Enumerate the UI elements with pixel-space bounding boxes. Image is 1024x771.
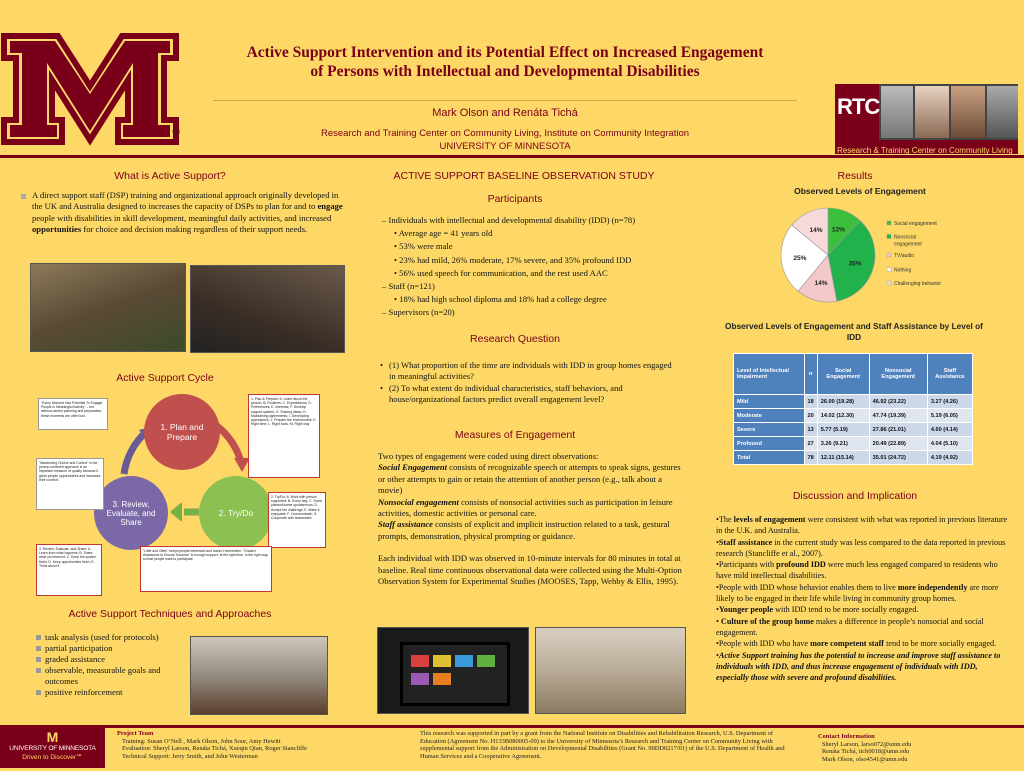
photo-vacuum: [190, 636, 328, 715]
discussion-item: [716, 582, 1012, 605]
technique-text: partial participation: [45, 643, 113, 653]
funding-note: This research was supported in part by a grant from the National Institute on Disabilities and Rehabilitation Research, U.S. Department of Education (Agreement No. H133B080005-09) to the University of Minnesota’s Research and Training Center on Community Living with supplemental support from the Administration on Developmental Disabilities (Grant No. 90DD0217/01) of the U.S. Department of Health and Human Services and a Cooperative Agreement.: [420, 730, 785, 760]
table-header-cell: Social Engagement: [817, 354, 869, 395]
rtc-face-photo-2: [915, 86, 949, 138]
discussion-text: are more likely to be engaged in their life while living in community group homes.: [716, 582, 999, 604]
participant-item: [382, 306, 682, 319]
team-line: Technical Support: Jerry Smith, and John Westerman: [122, 752, 258, 760]
square-bullet-icon: [36, 635, 41, 640]
project-team: [117, 730, 407, 760]
dot-bullet-icon: •: [380, 360, 384, 370]
discussion-item: [716, 559, 1012, 582]
table-cell: 5.19 (6.05): [927, 409, 972, 423]
measure-social: Social Engagement consists of recognizable speech or attempts to speak signs, gestures or other attempts to gain or retain the attention of another person (e.g., talk about a movie): [378, 462, 681, 496]
participant-item: [382, 214, 682, 227]
dot-bullet-icon: •: [394, 241, 400, 252]
dash-bullet-icon: –: [382, 281, 389, 292]
team-line: Evaluation: Sheryl Larson, Renáta Tichá, Xueqin Qian, Roger Stancliffe: [122, 745, 307, 753]
participants-title: Participants: [487, 193, 543, 205]
participant-text: Supervisors (n=20): [388, 307, 455, 318]
research-question-title: Research Question: [470, 333, 560, 345]
discussion-text: in the current study was less compared to the data reported in previous research (Stancliffe et al., 2007).: [716, 537, 1006, 558]
question-text: (1) What proportion of the time are individuals with IDD in group homes engaged in meaningful activities?: [389, 360, 672, 382]
legend-swatch: [887, 253, 891, 257]
legend-label: Social engagement: [894, 221, 937, 227]
discussion-item: [716, 604, 1012, 615]
gold-m-icon: [0, 28, 180, 148]
table-cell: 26.00 (19.28): [817, 395, 869, 409]
technique-item: [36, 643, 184, 654]
table-cell: 12.11 (15.14): [817, 451, 869, 465]
legend-swatch: [887, 281, 891, 285]
rtc-subtitle: Research & Training Center on Community Living: [837, 146, 1013, 154]
technique-text: positive reinforcement: [45, 687, 123, 697]
discussion-text: •: [716, 537, 719, 547]
legend-label: Nothing: [894, 267, 912, 274]
discussion-item: [716, 638, 1012, 649]
affiliation: Research and Training Center on Community Living, Institute on Community Integration: [320, 128, 690, 139]
title-divider: [213, 100, 797, 101]
table-cell: 27.86 (21.01): [869, 423, 927, 437]
umn-footer-logo: [0, 728, 105, 768]
table-row: [734, 437, 973, 451]
discussion-emphasis: levels of engagement: [733, 515, 806, 524]
pie-slice-label: 14%: [814, 279, 828, 287]
pie-title: Observed Levels of Engagement: [794, 186, 926, 196]
pie-slice-label: 35%: [848, 260, 862, 268]
authors: Mark Olson and Renáta Tichá: [432, 107, 578, 119]
table-cell: Severe: [734, 423, 805, 437]
table-row: [734, 395, 973, 409]
table-row: [734, 409, 973, 423]
pie-slice-label: 25%: [793, 255, 807, 263]
legend-label: Nonsocial: [894, 234, 916, 241]
table-cell: Moderate: [734, 409, 805, 423]
discussion-emphasis: profound IDD: [776, 560, 826, 570]
table-header-cell: Level of Intellectual Impairment: [734, 354, 805, 395]
table-header-row: [734, 354, 973, 395]
research-question: [380, 383, 680, 406]
cycle-step-review: 3. Review, Evaluate, and Share: [94, 476, 168, 550]
contact-title: Contact Information: [818, 733, 875, 740]
table-cell: Total: [734, 451, 805, 465]
table-cell: Mild: [734, 395, 805, 409]
discussion-emphasis: more competent staff: [810, 639, 885, 649]
active-support-cycle: [36, 392, 326, 592]
table-cell: 4.19 (4.92): [927, 451, 972, 465]
engagement-table: [733, 353, 973, 465]
team-lines: [117, 738, 407, 761]
tablet-screen: [400, 642, 510, 706]
participant-item: [382, 280, 682, 293]
discussion-text: were consistent with what was reported in previous literature in the U.K. and Australia.: [716, 515, 1008, 536]
cycle-note-top: "Every Moment Has Potential To Engage People in Meaningful Activity" – but without careful planning and preparation, these moments are often lost.: [38, 398, 108, 430]
cycle-box-plan: 1. Plan & Prepare: A. Learn about the person; B. Routines; C. Expectations; D. Preferences; E. Interests; F. Develop support system; G. Sharing ideas; H. Maintaining agreements; I. Developing approaches; J. Prepare the environment; K. Right time; L. Right tools; M. Right way: [248, 394, 320, 478]
table-cell: 4.04 (5.10): [927, 437, 972, 451]
questions-list: [380, 360, 680, 406]
discussion-text: •Participants with: [716, 560, 777, 570]
participant-text: Staff (n=121): [388, 281, 435, 292]
question-text: (2) To what extent do individual characteristics, staff behaviors, and house/organizational factors predict overall engagement level?: [389, 382, 623, 405]
header-rule: [0, 155, 1024, 158]
legend-swatch: [887, 235, 891, 239]
what-bullet-icon: [21, 194, 26, 199]
pie-slice-label: 12%: [831, 226, 845, 234]
table-header-cell: n: [804, 354, 817, 395]
dash-bullet-icon: –: [382, 215, 389, 225]
poster-title: [205, 43, 805, 81]
measures-intro: Two types of engagement were coded using direct observations:: [378, 451, 599, 461]
dot-bullet-icon: •: [394, 267, 400, 278]
results-title: Results: [837, 170, 873, 182]
cycle-box-try: 2. Try/Do: A. Work with person supported; B. Every day; C. Some planned/some spontaneous; D. Accept the challenge; E. Make it enjoyable; F. Communicate; G. Cooperate with teammates: [268, 492, 326, 548]
header: [0, 0, 1024, 155]
photo-tablet: [377, 627, 529, 714]
legend-label: Challenging behavior: [894, 281, 941, 287]
table-cell: 4.60 (4.14): [927, 423, 972, 437]
cycle-box-little: "Little and Often" keeps people interested and doesn't overwhelm. "Graded Assistance to Ensure Success" is enough support, at the right time, in the right way, so that people want to participate.: [140, 546, 272, 592]
technique-text: task analysis (used for protocols): [45, 632, 159, 642]
research-question: [380, 360, 680, 383]
measures-text: [378, 451, 685, 587]
pie-slice-label: 14%: [809, 226, 823, 234]
dot-bullet-icon: •: [380, 382, 384, 393]
table-header-cell: Staff Assistance: [927, 354, 972, 395]
measure-nonsocial: Nonsocial engagement consists of nonsocial activities such as participation in leisure activities, domestic activities or personal care.: [378, 496, 673, 519]
photo-wheelchair: [535, 627, 686, 714]
technique-item: [36, 665, 184, 687]
table-cell: Profound: [734, 437, 805, 451]
arrow-review-to-plan: [124, 432, 146, 474]
footer-tagline: Driven to Discover℠: [22, 754, 83, 761]
table-cell: 5.77 (5.19): [817, 423, 869, 437]
participant-text: Average age = 41 years old: [398, 228, 493, 239]
square-bullet-icon: [36, 646, 41, 651]
dot-bullet-icon: •: [394, 254, 400, 265]
dot-bullet-icon: •: [394, 294, 400, 305]
rtc-face-photo-3: [951, 86, 985, 138]
table-cell: 78: [804, 451, 817, 465]
discussion-text: •: [716, 616, 721, 626]
dot-bullet-icon: •: [394, 228, 399, 239]
rtc-logo-text: RTC: [837, 94, 880, 119]
discussion-text: makes a difference in people’s nonsocial and social engagement.: [716, 616, 984, 637]
discussion-emphasis: Younger people: [718, 605, 774, 615]
contact-line: Sheryl Larson, larso072@umn.edu: [822, 740, 912, 748]
technique-text: graded assistance: [45, 654, 105, 664]
table-cell: 46.92 (23.22): [869, 395, 927, 409]
cycle-step-plan: 1. Plan and Prepare: [144, 394, 220, 470]
discussion-text: tend to be more socially engaged.: [884, 639, 997, 649]
square-bullet-icon: [36, 657, 41, 662]
contact-lines: [818, 741, 1018, 764]
rtc-face-photo-1: [881, 86, 913, 138]
registered-mark: ®: [172, 126, 181, 138]
discussion-emphasis: Staff assistance: [718, 537, 773, 547]
legend-label: engagement: [894, 241, 922, 248]
table-header-cell: Nonsocial Engagement: [869, 354, 927, 395]
participant-item: [382, 240, 682, 253]
participant-text: Individuals with intellectual and developmental disability (IDD) (n=78): [388, 215, 636, 225]
photo-kitchen: [190, 265, 345, 353]
cycle-title: Active Support Cycle: [116, 372, 214, 384]
participant-text: 53% were male: [399, 241, 453, 252]
rtc-logo: [835, 84, 1018, 154]
discussion-text: •The: [716, 515, 734, 524]
legend-swatch: [887, 268, 891, 272]
discussion-item: [716, 616, 1012, 639]
title-line-1: Active Support Intervention and its Potential Effect on Increased Engagement: [246, 44, 764, 61]
measure-staff: Staff assistance consists of explicit and implicit instruction related to a task, gestural prompts, demonstration, physical prompting or guidance.: [378, 519, 670, 541]
engagement-pie-chart: [740, 200, 980, 310]
discussion-text: •People with IDD who have: [716, 639, 811, 649]
techniques-title: Active Support Techniques and Approaches: [68, 608, 272, 620]
cycle-step-try: 2. Try/Do: [199, 476, 273, 550]
participant-text: 18% had high school diploma and 18% had a college degree: [399, 294, 607, 305]
table-cell: 3.27 (4.26): [927, 395, 972, 409]
square-bullet-icon: [36, 668, 41, 673]
university: UNIVERSITY OF MINNESOTA: [439, 141, 571, 152]
participant-item: [382, 293, 682, 306]
legend-label: TV/audio: [894, 253, 915, 259]
participants-list: [382, 214, 682, 320]
discussion-text: •People with IDD whose behavior enables them to live: [716, 582, 898, 592]
contact-info: [818, 733, 1018, 763]
technique-item: [36, 632, 184, 643]
contact-line: Renáta Tichá, tich0018@umn.edu: [822, 748, 910, 756]
footer-m-icon: M: [46, 729, 59, 745]
table-title: Observed Levels of Engagement and Staff Assistance by Level of IDD: [725, 321, 983, 342]
participant-text: 23% had mild, 26% moderate, 17% severe, and 35% profound IDD: [399, 254, 632, 265]
study-title: ACTIVE SUPPORT BASELINE OBSERVATION STUDY: [393, 170, 655, 182]
table-cell: 13: [804, 423, 817, 437]
legend-swatch: [887, 221, 891, 225]
discussion-item: [716, 514, 1012, 537]
discussion-item: [716, 537, 1012, 560]
discussion-title: Discussion and Implication: [792, 490, 918, 502]
contact-line: Mark Olson, olso4541@umn.edu: [822, 755, 908, 763]
table-row: [734, 451, 973, 465]
dash-bullet-icon: –: [382, 307, 389, 318]
table-cell: 18: [804, 395, 817, 409]
discussion-emphasis: more independently: [897, 582, 968, 592]
photo-outdoor-raking: [30, 263, 186, 352]
discussion-conclusion: Active Support training has the potential to increase and improve staff assistance to individuals with IDD, and thus increase engagement of individuals with IDD, especially those with severe and profound disabilities.: [716, 650, 1001, 683]
what-title: What is Active Support?: [114, 170, 226, 182]
techniques-list: [36, 632, 184, 698]
discussion-text: with IDD tend to be more socially engaged.: [773, 605, 919, 615]
technique-item: [36, 687, 184, 698]
discussion-text: •: [716, 650, 719, 660]
table-cell: 27: [804, 437, 817, 451]
rtc-face-photo-4: [987, 86, 1018, 138]
what-text: A direct support staff (DSP) training and organizational approach originally developed in the UK and Australia designed to increases the capacity of DSPs to plan for and to engage people with disabilities in skill development, meaningful daily activities, and increased opportunities for choice and decision making regardless of their support needs.: [32, 190, 344, 236]
umn-logo: [0, 28, 180, 148]
participant-item: [382, 267, 682, 280]
table-cell: 14.02 (12.30): [817, 409, 869, 423]
square-bullet-icon: [36, 690, 41, 695]
discussion-text: were much less engaged compared to residents who have mild intellectual disabilities.: [716, 560, 998, 581]
participant-item: [382, 254, 682, 267]
cycle-note-mid: "Maximizing Choice and Control" is the person-centered approach is an important measure of quality because it gives people opportunities and increases their comfort.: [36, 458, 104, 510]
arrow-head-icon: [170, 502, 182, 522]
team-title: Project Team: [117, 730, 154, 737]
participant-text: 56% used speech for communication, and the rest used AAC: [399, 267, 608, 278]
discussion-emphasis: Culture of the group home: [720, 616, 814, 626]
rtc-subtitle-bar: [835, 140, 1018, 154]
technique-text: observable, measurable goals and outcomes: [45, 665, 161, 686]
table-cell: 47.74 (19.39): [869, 409, 927, 423]
discussion-list: [716, 514, 1012, 683]
table-cell: 35.01 (24.72): [869, 451, 927, 465]
team-line: Training: Susan O’Nell , Mark Olson, John Sour, Amy Hewitt: [122, 737, 281, 745]
discussion-text: •: [716, 605, 719, 615]
technique-item: [36, 654, 184, 665]
discussion-item: [716, 650, 1012, 684]
table-cell: 3.26 (9.21): [817, 437, 869, 451]
footer-uni-name: UNIVERSITY OF MINNESOTA: [9, 745, 96, 752]
observation-text: Each individual with IDD was observed in 10-minute intervals for 80 minutes in total at baseline. Real time continuous observational data were collected using the Multi-Option Observation System for Experimental Studies (MOOSES, Tapp, Wehby & Ellis, 1995).: [378, 553, 682, 587]
participant-item: [382, 227, 682, 240]
measures-title: Measures of Engagement: [454, 429, 576, 441]
table-row: [734, 423, 973, 437]
title-line-2: of Persons with Intellectual and Developmental Disabilities: [310, 63, 700, 80]
table-cell: 20.49 (22.89): [869, 437, 927, 451]
cycle-box-review: 3. Review, Evaluate, and Share: A. Learn from what happens; B. Share what you learned; C. Keep the system fresh; D. Keep opportunities fresh; E. Think about it: [36, 544, 102, 596]
table-cell: 20: [804, 409, 817, 423]
